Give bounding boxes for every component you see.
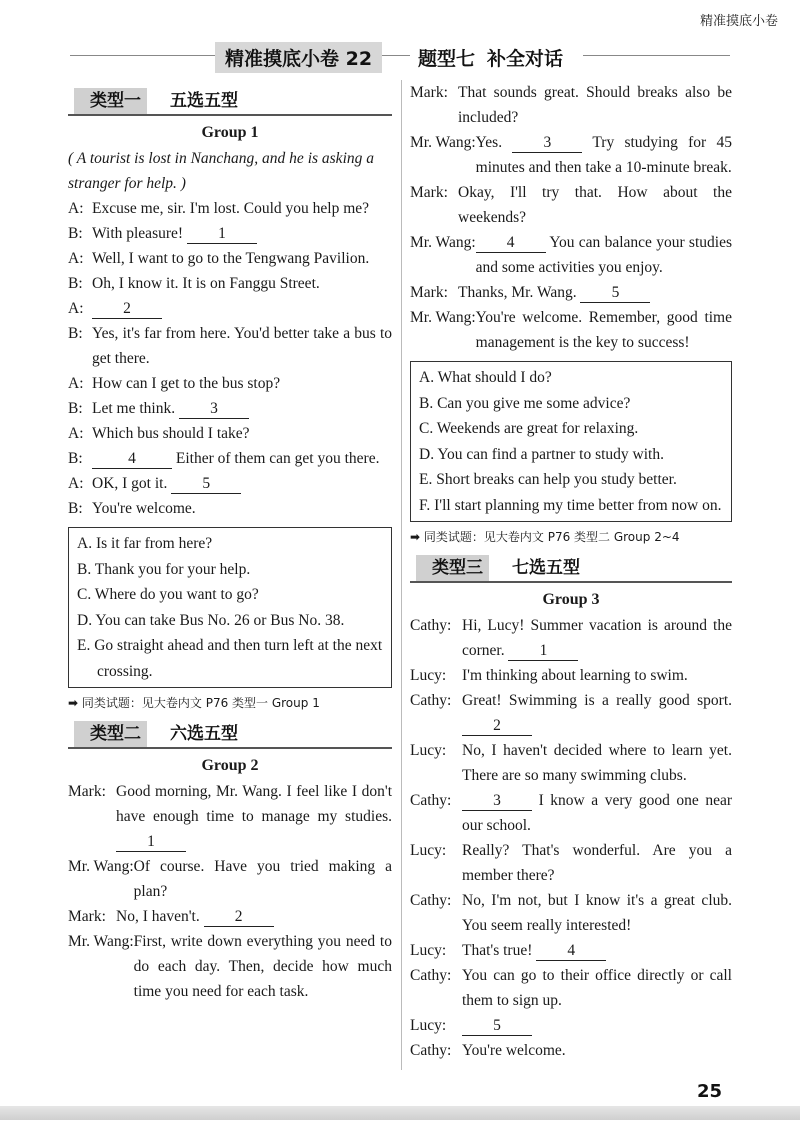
dialogue-3 xyxy=(410,613,732,1063)
section-tag: 类型二 xyxy=(74,721,147,747)
reference-note-1 xyxy=(68,694,392,711)
utterance-text: You can balance your studies and some activities you enjoy. xyxy=(475,234,732,276)
utterance-text: Thanks, Mr. Wang. xyxy=(458,284,577,301)
dialogue-line xyxy=(410,80,732,130)
utterance xyxy=(92,371,392,396)
answer-blank[interactable]: 5 xyxy=(580,284,650,303)
topic-label: 补全对话 xyxy=(487,48,564,70)
utterance-text: No, I'm not, but I know it's a great club. You seem really interested! xyxy=(462,892,732,934)
utterance xyxy=(92,421,392,446)
utterance xyxy=(92,271,392,296)
utterance-text: Hi, Lucy! Summer vacation is around the corner. xyxy=(462,617,732,659)
utterance xyxy=(462,888,732,938)
utterance-text: Okay, I'll try that. How about the weekends? xyxy=(458,184,732,226)
speaker: B: xyxy=(68,225,83,242)
answer-blank[interactable]: 2 xyxy=(204,908,274,927)
scene-description: ( A tourist is lost in Nanchang, and he is asking a stranger for help. ) xyxy=(68,150,374,192)
speaker: Mark: xyxy=(410,184,448,201)
answer-blank[interactable]: 4 xyxy=(536,942,606,961)
utterance xyxy=(92,296,392,321)
speaker: Lucy: xyxy=(410,1017,447,1034)
utterance xyxy=(462,1013,732,1038)
dialogue-line xyxy=(410,130,732,180)
dialogue-line xyxy=(68,371,392,396)
utterance-text: That's true! xyxy=(462,942,533,959)
speaker: Mark: xyxy=(68,783,106,800)
utterance-text: Well, I want to go to the Tengwang Pavilion. xyxy=(92,250,370,267)
section-tag: 类型三 xyxy=(416,555,489,581)
answer-blank[interactable]: 4 xyxy=(476,234,546,253)
dialogue-line xyxy=(68,496,392,521)
utterance xyxy=(462,738,732,788)
dialogue-line xyxy=(68,396,392,421)
speaker: A: xyxy=(68,375,84,392)
utterance xyxy=(92,446,392,471)
dialogue-1 xyxy=(68,196,392,521)
answer-blank[interactable]: 4 xyxy=(92,450,172,469)
utterance xyxy=(462,788,732,838)
section-rule xyxy=(410,581,732,583)
answer-blank[interactable]: 2 xyxy=(92,300,162,319)
section-tag: 类型一 xyxy=(74,88,147,114)
speaker: Cathy: xyxy=(410,617,452,634)
options-box-2 xyxy=(410,361,732,522)
speaker: B: xyxy=(68,450,83,467)
dialogue-line xyxy=(410,963,732,1013)
speaker: Mark: xyxy=(68,908,106,925)
utterance-text: Excuse me, sir. I'm lost. Could you help me? xyxy=(92,200,370,217)
option-item: F. I'll start planning my time better from now on. xyxy=(419,496,722,514)
utterance-text: I know a very good one near our school. xyxy=(462,792,733,834)
dialogue-line xyxy=(410,613,732,663)
utterance xyxy=(462,838,732,888)
answer-blank[interactable]: 5 xyxy=(462,1017,532,1036)
utterance xyxy=(92,196,392,221)
answer-blank[interactable]: 3 xyxy=(179,400,249,419)
bottom-band xyxy=(0,1106,800,1120)
speaker: Mark: xyxy=(410,84,448,101)
option-item: C. Where do you want to go? xyxy=(77,586,259,603)
dialogue-line xyxy=(68,271,392,296)
option-item: E. Short breaks can help you study better. xyxy=(419,471,677,488)
utterance xyxy=(116,779,392,854)
dialogue-line xyxy=(410,788,732,838)
speaker: A: xyxy=(68,425,84,442)
utterance xyxy=(462,613,732,663)
option-item: D. You can find a partner to study with. xyxy=(419,445,664,463)
utterance-text: Yes, it's far from here. You'd better take a bus to get there. xyxy=(92,325,392,367)
section-name: 五选五型 xyxy=(170,91,238,111)
dialogue-line xyxy=(68,296,392,321)
utterance-text: Great! Swimming is a really good sport. xyxy=(462,692,732,709)
column-divider xyxy=(401,80,402,1070)
utterance-text: That sounds great. Should breaks also be included? xyxy=(458,84,732,126)
utterance-text: With pleasure! xyxy=(92,225,184,242)
option-item: A. Is it far from here? xyxy=(77,535,213,552)
options-box-1 xyxy=(68,527,392,688)
speaker: A: xyxy=(68,475,84,492)
option-item: C. Weekends are great for relaxing. xyxy=(419,420,639,437)
answer-blank[interactable]: 3 xyxy=(512,134,582,153)
dialogue-line xyxy=(410,230,732,280)
dialogue-line xyxy=(410,688,732,738)
dialogue-line xyxy=(68,471,392,496)
answer-blank[interactable]: 2 xyxy=(462,717,532,736)
speaker: Lucy: xyxy=(410,842,447,859)
speaker: B: xyxy=(68,500,83,517)
speaker: A: xyxy=(68,250,84,267)
option-item: D. You can take Bus No. 26 or Bus No. 38. xyxy=(77,611,345,629)
type-label: 题型七 xyxy=(418,48,476,70)
answer-blank[interactable]: 3 xyxy=(462,792,532,811)
dialogue-line xyxy=(68,446,392,471)
section-rule xyxy=(68,747,392,749)
question-type xyxy=(410,44,583,71)
corner-tag: 精准摸底小卷 xyxy=(699,14,778,29)
dialogue-line xyxy=(68,854,392,904)
dialogue-line xyxy=(68,779,392,854)
speaker: Mr. Wang: xyxy=(68,933,134,950)
speaker: Mr. Wang: xyxy=(410,309,476,326)
paper-title: 精准摸底小卷 22 xyxy=(215,42,382,73)
utterance xyxy=(134,929,392,1004)
reference-text: 同类试题：见大卷内文 P76 类型二 Group 2~4 xyxy=(423,530,680,544)
section-name: 六选五型 xyxy=(170,724,238,744)
dialogue-line xyxy=(410,888,732,938)
utterance-text: First, write down everything you need to do each day. Then, decide how much time you need for each task. xyxy=(133,933,392,1000)
utterance xyxy=(462,938,732,963)
arrow-right-icon: ➡ xyxy=(410,530,421,544)
group-title: Group 2 xyxy=(201,757,259,774)
speaker: B: xyxy=(68,400,83,417)
utterance xyxy=(92,246,392,271)
section-name: 七选五型 xyxy=(512,558,580,578)
utterance xyxy=(462,663,732,688)
utterance-text: No, I haven't. xyxy=(116,908,200,925)
speaker: B: xyxy=(68,275,83,292)
answer-blank[interactable]: 1 xyxy=(116,833,186,852)
group-title: Group 1 xyxy=(201,124,259,141)
speaker: Lucy: xyxy=(410,942,447,959)
dialogue-line xyxy=(68,421,392,446)
title-bar xyxy=(0,38,800,74)
utterance-text: Really? That's wonderful. Are you a member there? xyxy=(462,842,732,884)
utterance-text: Of course. Have you tried making a plan? xyxy=(133,858,392,900)
utterance xyxy=(458,280,732,305)
utterance-text: Which bus should I take? xyxy=(92,425,250,442)
arrow-right-icon: ➡ xyxy=(68,696,79,710)
speaker: Cathy: xyxy=(410,792,452,809)
speaker: A: xyxy=(68,200,84,217)
utterance-text: I'm thinking about learning to swim. xyxy=(462,667,688,684)
answer-blank[interactable]: 1 xyxy=(187,225,257,244)
title-rule xyxy=(70,55,730,56)
utterance xyxy=(116,904,392,929)
utterance xyxy=(458,180,732,230)
utterance-text: Good morning, Mr. Wang. I feel like I don't have enough time to manage my studies. xyxy=(116,783,392,825)
utterance-text: You're welcome. xyxy=(92,500,196,517)
dialogue-line xyxy=(68,321,392,371)
utterance-text: How can I get to the bus stop? xyxy=(92,375,281,392)
dialogue-line xyxy=(410,738,732,788)
option-item: B. Thank you for your help. xyxy=(77,560,251,578)
speaker: B: xyxy=(68,325,83,342)
utterance xyxy=(476,130,732,180)
right-column xyxy=(410,80,732,1063)
dialogue-2 xyxy=(68,779,392,1004)
dialogue-line xyxy=(410,1038,732,1063)
dialogue-line xyxy=(68,196,392,221)
utterance-text: OK, I got it. xyxy=(92,475,168,492)
dialogue-2-continued xyxy=(410,80,732,355)
dialogue-line xyxy=(410,1013,732,1038)
speaker: Mr. Wang: xyxy=(68,858,134,875)
dialogue-line xyxy=(68,246,392,271)
utterance xyxy=(462,1038,732,1063)
utterance-text: Try studying for 45 minutes and then take a 10-minute break. xyxy=(475,134,732,176)
speaker: A: xyxy=(68,300,84,317)
utterance xyxy=(92,496,392,521)
utterance-text: Either of them can get you there. xyxy=(175,450,380,467)
utterance-text: You're welcome. Remember, good time management is the key to success! xyxy=(475,309,732,351)
speaker: Cathy: xyxy=(410,692,452,709)
option-item: E. Go straight ahead and then turn left at the next crossing. xyxy=(77,637,383,680)
utterance xyxy=(462,963,732,1013)
utterance xyxy=(462,688,732,738)
section-header-3 xyxy=(410,551,732,585)
dialogue-line xyxy=(410,305,732,355)
answer-blank[interactable]: 1 xyxy=(508,642,578,661)
utterance xyxy=(92,321,392,371)
section-rule xyxy=(68,114,392,116)
utterance xyxy=(476,230,732,280)
utterance-text: Yes. xyxy=(475,134,503,151)
reference-text: 同类试题：见大卷内文 P76 类型一 Group 1 xyxy=(81,696,320,710)
utterance xyxy=(458,80,732,130)
reference-note-2 xyxy=(410,528,732,545)
speaker: Lucy: xyxy=(410,667,447,684)
dialogue-line xyxy=(410,280,732,305)
answer-blank[interactable]: 5 xyxy=(171,475,241,494)
utterance xyxy=(92,471,392,496)
utterance-text: No, I haven't decided where to learn yet. There are so many swimming clubs. xyxy=(462,742,732,784)
dialogue-line xyxy=(410,180,732,230)
utterance xyxy=(92,221,392,246)
speaker: Mark: xyxy=(410,284,448,301)
utterance-text: You're welcome. xyxy=(462,1042,566,1059)
section-header-1 xyxy=(68,84,392,118)
dialogue-line xyxy=(68,221,392,246)
group-title: Group 3 xyxy=(542,591,600,608)
option-item: B. Can you give me some advice? xyxy=(419,394,631,412)
option-item: A. What should I do? xyxy=(419,369,552,386)
dialogue-line xyxy=(68,929,392,1004)
section-header-2 xyxy=(68,717,392,751)
utterance xyxy=(92,396,392,421)
dialogue-line xyxy=(410,663,732,688)
speaker: Cathy: xyxy=(410,1042,452,1059)
page-number: 25 xyxy=(696,1081,722,1102)
utterance xyxy=(476,305,732,355)
speaker: Mr. Wang: xyxy=(410,234,476,251)
utterance-text: You can go to their office directly or call them to sign up. xyxy=(462,967,732,1009)
dialogue-line xyxy=(68,904,392,929)
utterance-text: Let me think. xyxy=(92,400,176,417)
speaker: Cathy: xyxy=(410,892,452,909)
dialogue-line xyxy=(410,938,732,963)
left-column xyxy=(68,80,392,1004)
speaker: Cathy: xyxy=(410,967,452,984)
speaker: Mr. Wang: xyxy=(410,134,476,151)
utterance xyxy=(134,854,392,904)
speaker: Lucy: xyxy=(410,742,447,759)
utterance-text: Oh, I know it. It is on Fanggu Street. xyxy=(92,275,320,292)
dialogue-line xyxy=(410,838,732,888)
